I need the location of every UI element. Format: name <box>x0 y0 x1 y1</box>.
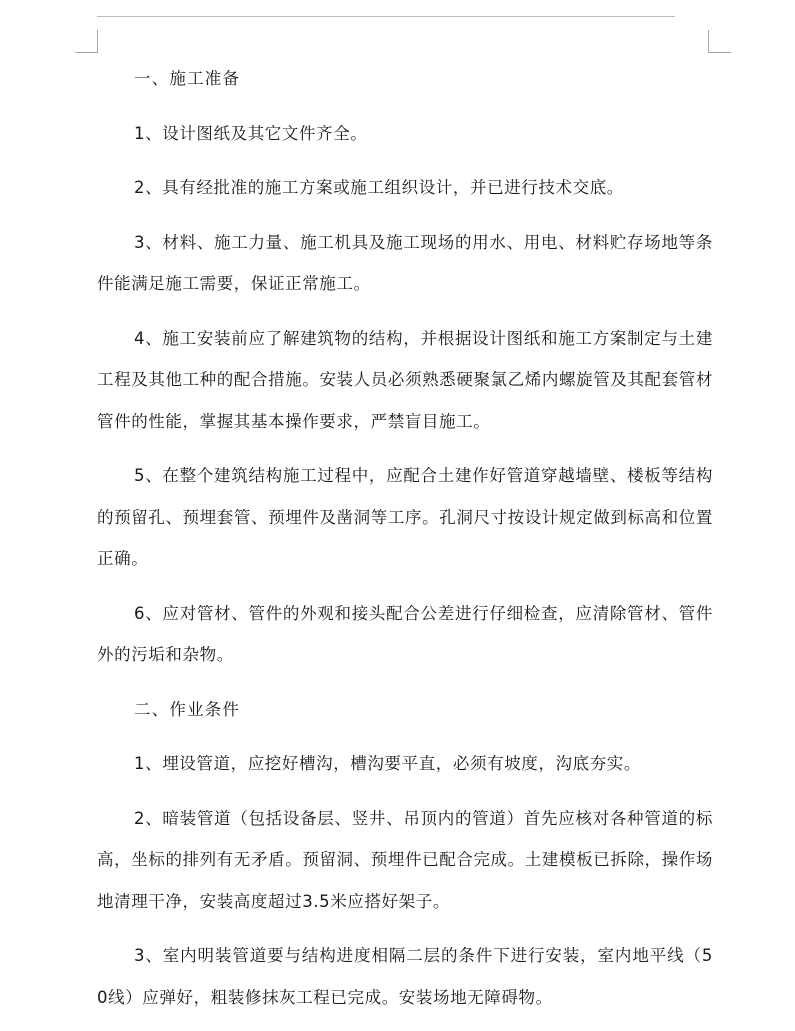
paragraph-prep-1: 1、设计图纸及其它文件齐全。 <box>134 123 368 143</box>
section-heading-conditions: 二、作业条件 <box>134 699 241 719</box>
paragraph-prep-6: 6、应对管材、管件的外观和接头配合公差进行仔细检查，应清除管材、管件外的污垢和杂物。 <box>97 603 713 664</box>
paragraph-prep-5: 5、在整个建筑结构施工过程中，应配合土建作好管道穿越墙壁、楼板等结构的预留孔、预埋套管、预埋件及凿洞等工序。孔洞尺寸按设计规定做到标高和位置正确。 <box>97 466 713 568</box>
margin-corner-mark-right <box>708 30 731 53</box>
paragraph-prep-4: 4、施工安装前应了解建筑物的结构，并根据设计图纸和施工方案制定与土建工程及其他工种的配合措施。安装人员必须熟悉硬聚氯乙烯内螺旋管及其配套管材管件的性能，掌握其基本操作要求，严禁盲目施工。 <box>97 328 713 431</box>
section-heading-preparation: 一、施工准备 <box>134 69 241 88</box>
paragraph-cond-3: 3、室内明装管道要与结构进度相隔二层的条件下进行安装，室内地平线（50线）应弹好，粗装修抹灰工程已完成。安装场地无障碍物。 <box>97 946 713 1007</box>
paragraph-cond-1: 1、埋设管道，应挖好槽沟，槽沟要平直，必须有坡度，沟底夯实。 <box>134 754 641 773</box>
paragraph-prep-3: 3、材料、施工力量、施工机具及施工现场的用水、用电、材料贮存场地等条件能满足施工需要，保证正常施工。 <box>97 232 713 293</box>
margin-corner-mark-left <box>75 30 98 53</box>
paragraph-prep-2: 2、具有经批准的施工方案或施工组织设计，并已进行技术交底。 <box>134 178 624 197</box>
document-body <box>97 58 713 1031</box>
header-rule <box>97 16 675 17</box>
paragraph-cond-2: 2、暗装管道（包括设备层、竖井、吊顶内的管道）首先应核对各种管道的标高，坐标的排列有无矛盾。预留洞、预埋件已配合完成。土建模板已拆除，操作场地清理干净，安装高度超过3.5米应搭好架子。 <box>97 808 713 911</box>
